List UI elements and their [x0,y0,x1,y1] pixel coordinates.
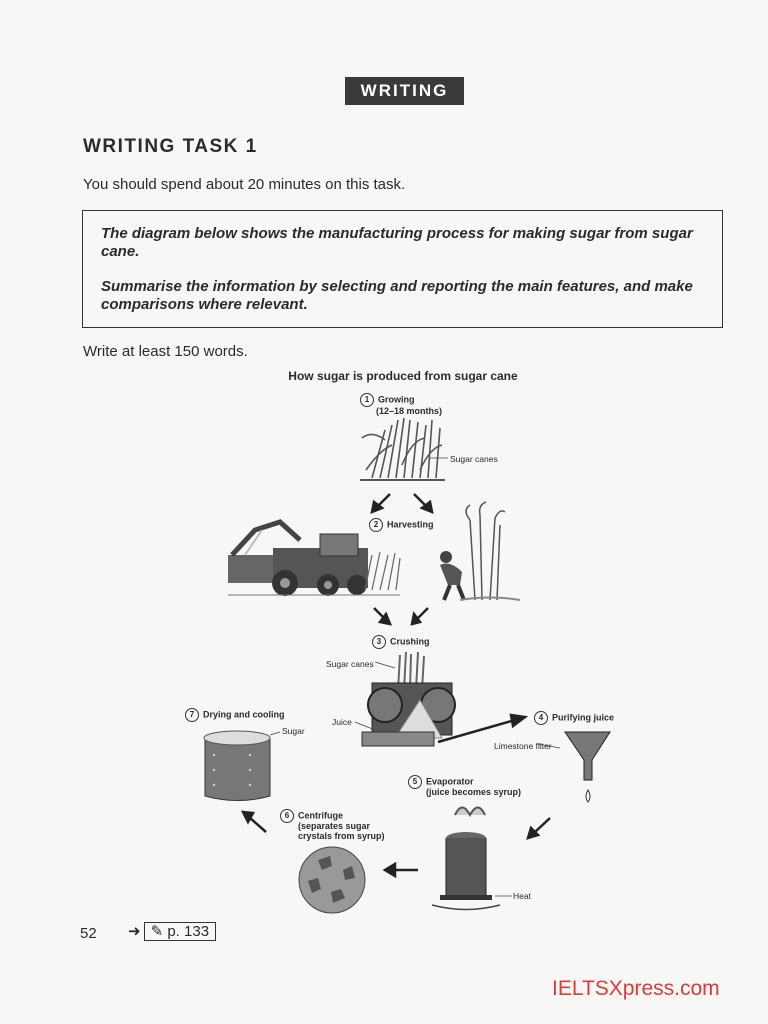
arrow-icon [243,812,266,832]
sugar-canes-annotation: Sugar canes [326,659,374,669]
sugar-canes-annotation: Sugar canes [450,454,498,464]
pencil-icon: ✎ [150,923,164,940]
step-number-badge: 5 [408,775,422,789]
page-reference[interactable] [128,922,216,940]
limestone-filter-icon [565,732,610,802]
arrow-icon [374,608,428,624]
page-number: 52 [80,925,97,942]
diagram-title: How sugar is produced from sugar cane [288,369,518,383]
centrifuge-icon [299,847,365,913]
task-instruction-line-2: Summarise the information by selecting and reporting the main features, and make comparisons where relevant. [101,278,693,313]
watermark: IELTSXpress.com [552,977,720,1000]
arrow-icon [372,494,432,512]
step-title: Harvesting [387,519,434,530]
section-label: WRITING [345,77,464,105]
arrow-icon [528,818,550,838]
step-number-badge: 4 [534,711,548,725]
arrow-icon [385,864,418,876]
step-1-sub: (12–18 months) [376,406,443,416]
step-number-badge: 1 [360,393,374,407]
step-5-sub: (juice becomes syrup) [426,787,522,797]
step-title: Crushing [390,636,430,647]
page-reference-box [144,922,216,941]
step-number-badge: 6 [280,809,294,823]
step-title: Drying and cooling [203,709,285,720]
task-title: WRITING TASK 1 [83,136,258,157]
step-2-label [369,518,434,532]
limestone-filter-annotation: Limestone filter [494,741,552,751]
arrow-right-icon: ➜ [128,923,141,940]
task-instruction-line-1: The diagram below shows the manufacturing process for making sugar from sugar cane. [101,225,693,260]
step-6-sub: (separates sugar crystals from syrup) [298,821,385,841]
step-number-badge: 3 [372,635,386,649]
step-7-label [185,708,285,722]
step-title: Evaporator [426,776,474,787]
step-title: Centrifuge [298,810,343,821]
manual-harvesting-illustration [440,502,520,600]
evaporator-illustration [432,808,500,910]
word-count-note: Write at least 150 words. [83,343,248,360]
juice-annotation: Juice [332,717,352,727]
sugar-cane-field-illustration [360,418,445,480]
harvester-illustration [228,522,400,596]
step-1-label [360,393,415,407]
step-title: Purifying juice [552,712,615,723]
crushing-machine-illustration [362,652,455,746]
step-title: Growing [378,394,415,405]
step-4-label [534,711,614,725]
page-reference-text: p. 133 [167,923,210,940]
step-number-badge: 7 [185,708,199,722]
sugar-annotation: Sugar [282,726,305,736]
drying-drum-illustration [204,731,270,801]
time-note: You should spend about 20 minutes on this task. [83,176,406,193]
heat-annotation: Heat [513,891,531,901]
step-number-badge: 2 [369,518,383,532]
step-3-label [372,635,430,649]
